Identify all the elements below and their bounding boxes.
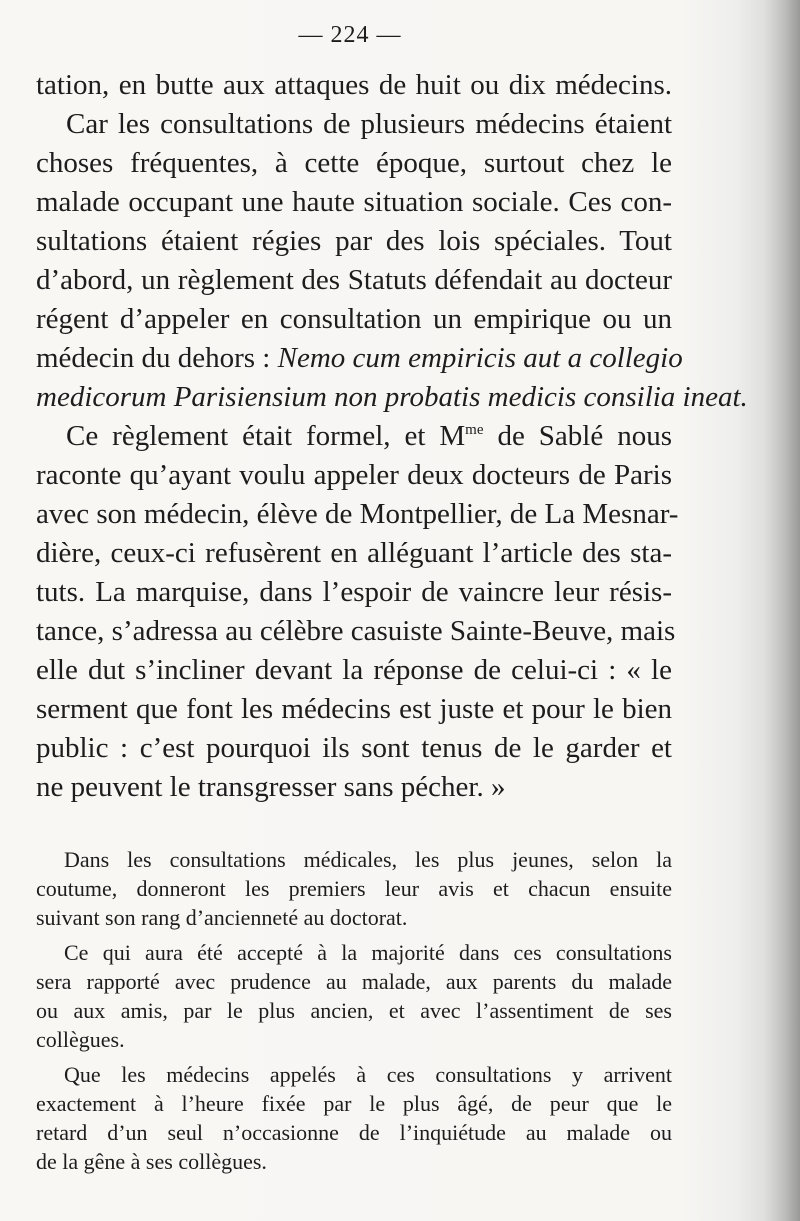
footnote-line: suivant son rang d’ancienneté au doctorat.	[36, 905, 408, 930]
footnote-line: ou aux amis, par le plus ancien, et avec l’assentiment de ses	[36, 998, 672, 1023]
text-line: malade occupant une haute situation sociale. Ces con-	[36, 186, 672, 218]
text-line: ne peuvent le transgresser sans pécher. »	[36, 771, 506, 803]
text-line: elle dut s’incliner devant la réponse de celui-ci : « le	[36, 654, 672, 686]
text-line	[36, 339, 683, 378]
main-text	[36, 66, 748, 807]
latin-quote-line: medicorum Parisiensium non probatis medicis consilia ineat.	[36, 381, 748, 413]
latin-quote: Nemo cum empiricis aut a collegio	[277, 342, 683, 374]
text-line: choses fréquentes, à cette époque, surtout chez le	[36, 147, 672, 179]
footnote-line: sera rapporté avec prudence au malade, aux parents du malade	[36, 969, 672, 994]
text-line: public : c’est pourquoi ils sont tenus de le garder et	[36, 732, 672, 764]
footnote	[36, 845, 672, 1176]
text-line	[36, 417, 672, 456]
footnote-line: de la gêne à ses collègues.	[36, 1149, 267, 1174]
binding-shadow	[764, 0, 800, 1221]
footnote-line: retard d’un seul n’occasionne de l’inquiétude au malade ou	[36, 1120, 672, 1145]
text-line: avec son médecin, élève de Montpellier, de La Mesnar-	[36, 498, 679, 530]
footnote-line: collègues.	[36, 1027, 125, 1052]
footnote-line: exactement à l’heure fixée par le plus âgé, de peur que le	[36, 1091, 672, 1116]
footnote-line: Ce qui aura été accepté à la majorité dans ces consultations	[64, 940, 672, 965]
text-line: sultations étaient régies par des lois spéciales. Tout	[36, 225, 672, 257]
footnote-line: coutume, donneront les premiers leur avis et chacun ensuite	[36, 876, 672, 901]
text-line: Car les consultations de plusieurs médecins étaient	[66, 108, 672, 140]
superscript-abbrev: me	[465, 422, 484, 438]
page-number: — 224 —	[298, 22, 402, 48]
text-line: d’abord, un règlement des Statuts défendait au docteur	[36, 264, 672, 296]
footnote-line: Que les médecins appelés à ces consultations y arrivent	[64, 1062, 672, 1087]
text-fragment: médecin du dehors :	[36, 342, 278, 374]
text-line: tance, s’adressa au célèbre casuiste Sainte-Beuve, mais	[36, 615, 676, 647]
text-fragment: de Sablé nous	[483, 420, 672, 452]
text-line: tation, en butte aux attaques de huit ou dix médecins.	[36, 69, 672, 101]
text-line: régent d’appeler en consultation un empirique ou un	[36, 303, 672, 335]
text-line: raconte qu’ayant voulu appeler deux docteurs de Paris	[36, 459, 672, 491]
text-line: serment que font les médecins est juste et pour le bien	[36, 693, 672, 725]
text-line: dière, ceux-ci refusèrent en alléguant l’article des sta-	[36, 537, 672, 569]
footnote-line: Dans les consultations médicales, les plus jeunes, selon la	[64, 847, 672, 872]
text-line: tuts. La marquise, dans l’espoir de vaincre leur résis-	[36, 576, 672, 608]
text-fragment: Ce règlement était formel, et M	[66, 420, 466, 452]
